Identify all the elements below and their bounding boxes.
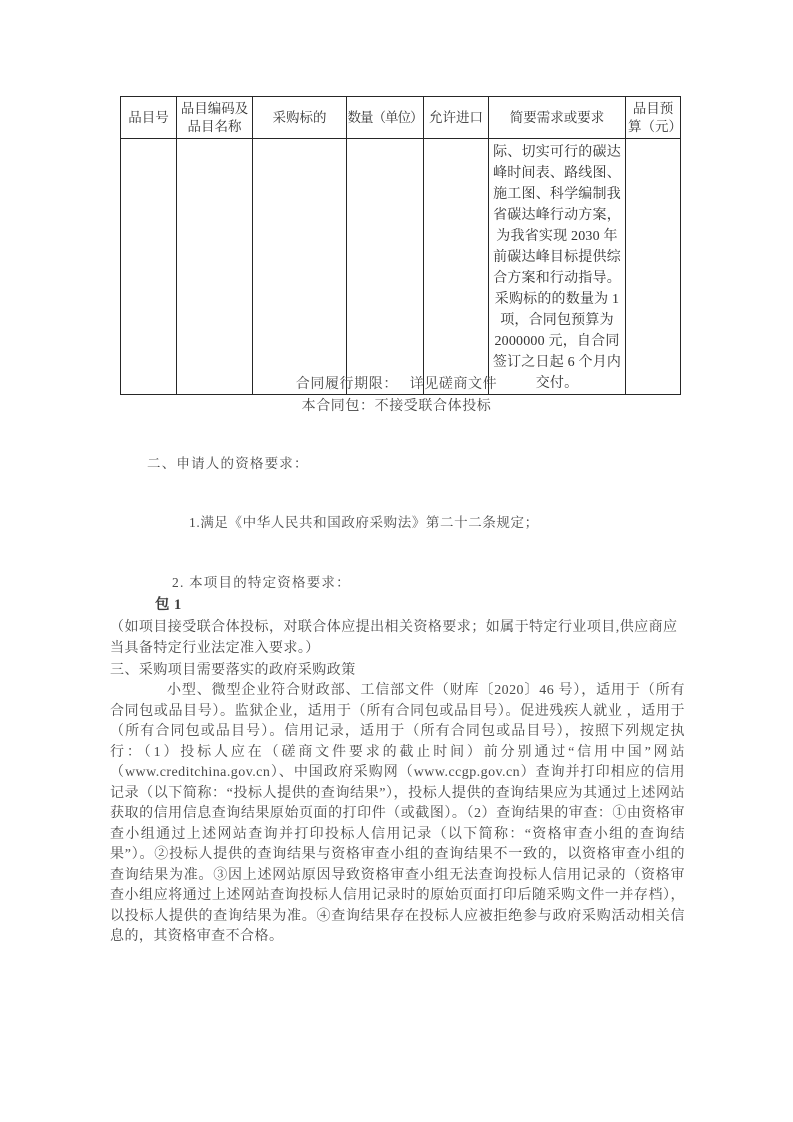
- policy-paragraph: 小型、微型企业符合财政部、工信部文件（财库〔2020〕46 号），适用于（所有合同包或品目号）。监狱企业，适用于（所有合同包或品目号）。促进残疾人就业 ，适用于（所有合同包或品目号）。信用记录，适用于（所有合同包或品目号），按照下列规定执行：（1）投标人应在（磋商文件要求的截止时间）前分别通过“信用中国”网站（www.creditchina.gov.cn）、中国政府采购网（www.ccgp.gov.cn）查询并打印相应的信用记录（以下简称：“投标人提供的查询结果”），投标人提供的查询结果应为其通过上述网站获取的信用信息查询结果原始页面的打印件（或截图）。（2）查询结果的审查：①由资格审查小组通过上述网站查询并打印投标人信用记录（以下简称：“资格审查小组的查询结果”）。②投标人提供的查询结果与资格审查小组的查询结果不一致的，以资格审查小组的查询结果为准。③因上述网站原因导致资格审查小组无法查询投标人信用记录的（资格审查小组应将通过上述网站查询投标人信用记录时的原始页面打印后随采购文件一并存档），以投标人提供的查询结果为准。④查询结果存在投标人应被拒绝参与政府采购活动相关信息的，其资格审查不合格。: [110, 683, 685, 944]
- qualification-item-1: 1.满足《中华人民共和国政府采购法》第二十二条规定；: [189, 515, 539, 530]
- column-header-requirements: 简要需求或要求: [489, 97, 626, 139]
- table-cell-item-no: [121, 139, 177, 395]
- qualification-parenthetical-note: （如项目接受联合体投标，对联合体应提出相关资格要求；如属于特定行业项目,供应商应当具备特定行业法定准入要求。）: [110, 619, 678, 656]
- table-row: [121, 139, 681, 395]
- column-header-procurement-target: 采购标的: [253, 97, 347, 139]
- table-cell-item-code-name: [177, 139, 253, 395]
- section-policy-title: 三、采购项目需要落实的政府采购政策: [110, 662, 356, 678]
- column-header-import-allowed: 允许进口: [424, 97, 489, 139]
- column-header-quantity-unit: 数量（单位）: [347, 97, 424, 139]
- contract-performance-period-note: 合同履行期限： 详见磋商文件: [295, 377, 498, 392]
- table-cell-procurement-target: [253, 139, 347, 395]
- procurement-items-table: [120, 96, 681, 395]
- policy-block: [110, 595, 685, 948]
- package-label: 包 1: [155, 597, 182, 613]
- table-cell-import-allowed: [424, 139, 489, 395]
- column-header-item-code-name: 品目编码及品目名称: [177, 97, 253, 139]
- requirement-cell: 际、切实可行的碳达峰时间表、路线图、施工图、科学编制我省碳达峰行动方案，为我省实现 2030 年前碳达峰目标提供综合方案和行动指导。采购标的的数量为 1 项，合同包预算为 2000000 元，自合同签订之日起 6 个月内交付。: [489, 139, 626, 395]
- table-cell-item-budget: [626, 139, 681, 395]
- table-header-row: [121, 97, 681, 139]
- contract-package-note: 本合同包：不接受联合体投标: [301, 399, 492, 414]
- section-qualification-title: 二、申请人的资格要求：: [147, 456, 309, 471]
- column-header-item-budget: 品目预算（元）: [626, 97, 681, 139]
- table-cell-quantity-unit: [347, 139, 424, 395]
- qualification-item-2: 2. 本项目的特定资格要求：: [172, 575, 351, 590]
- column-header-item-no: 品目号: [121, 97, 177, 139]
